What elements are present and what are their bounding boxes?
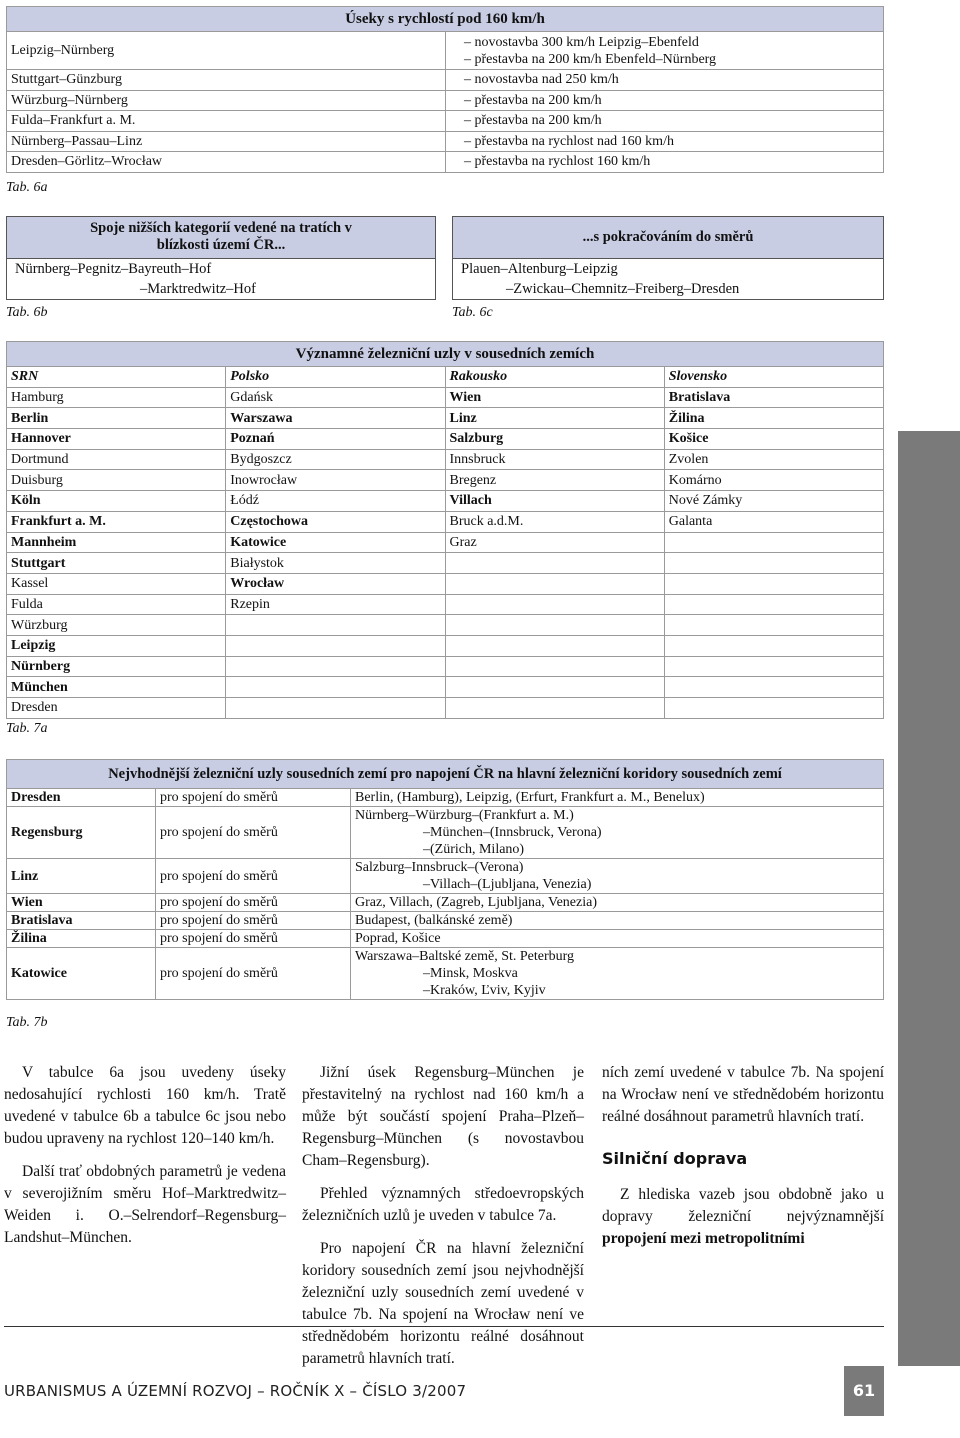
table-6b-line: –Marktredwitz–Hof [140,281,256,297]
paragraph-bold: propojení mezi metropolitními [602,1230,805,1247]
table-row [7,491,884,512]
table-cell: Graz [445,532,664,553]
table-row [7,930,884,948]
connection-cell: pro spojení do směrů [156,948,351,1000]
table-cell: Dresden [7,698,226,719]
node-cell: Regensburg [7,807,156,859]
description-line: – novostavba nad 250 km/h [464,72,619,88]
table-cell: Galanta [664,511,883,532]
table-6c-caption: Tab. 6c [452,305,493,320]
table-row [7,807,884,859]
table-6c-header: ...s pokračováním do směrů [453,217,883,258]
table-cell: Linz [445,408,664,429]
table-6b-header: Spoje nižších kategorií vedené na tratích v blízkosti území ČR... [7,217,435,258]
direction-line: Budapest, (balkánské země) [355,913,513,928]
table-6b [6,216,436,300]
paragraph: Další trať obdobných parametrů je vedena v severojižním směru Hof–Marktredwitz–Weiden i. O.–Selrendorf–Regensburg–Landshut–München. [4,1163,286,1246]
table-row [7,656,884,677]
table-6a-caption: Tab. 6a [6,180,48,195]
column-header: Rakousko [445,367,664,388]
description-cell [446,90,884,111]
table-cell: Innsbruck [445,449,664,470]
table-cell: Stuttgart [7,553,226,574]
connection-cell: pro spojení do směrů [156,930,351,948]
table-cell: Nürnberg [7,656,226,677]
table-cell: Bratislava [664,387,883,408]
table-cell [445,615,664,636]
table-cell: Hannover [7,429,226,450]
direction-line: –Villach–(Ljubljana, Venezia) [423,877,592,892]
table-cell: Rzepin [226,594,445,615]
connection-cell: pro spojení do směrů [156,912,351,930]
table-7a [6,341,884,719]
table-cell [445,677,664,698]
table-cell: Gdańsk [226,387,445,408]
table-cell: Kassel [7,573,226,594]
table-cell: Poznań [226,429,445,450]
page-number: 61 [852,1381,876,1400]
table-cell [664,635,883,656]
route-cell: Dresden–Görlitz–Wrocław [7,152,446,173]
table-row [7,635,884,656]
route-cell: Leipzig–Nürnberg [7,32,446,70]
table-cell: Košice [664,429,883,450]
node-cell: Wien [7,894,156,912]
table-cell: Hamburg [7,387,226,408]
direction-line: Salzburg–Innsbruck–(Verona) [355,860,524,875]
paragraph: Přehled významných středoevropských železničních uzlů je uveden v tabulce 7a. [302,1185,584,1224]
node-cell: Žilina [7,930,156,948]
paragraph: Jižní úsek Regensburg–München je přestavitelný na rychlost nad 160 km/h a může být součástí spojení Praha–Plzeň–Regensburg–München (s novostavbou Cham–Regensburg). [302,1064,584,1169]
table-cell: Wrocław [226,573,445,594]
table-cell: Salzburg [445,429,664,450]
table-6c-line: –Zwickau–Chemnitz–Freiberg–Dresden [506,281,740,297]
table-cell: Duisburg [7,470,226,491]
route-cell: Stuttgart–Günzburg [7,70,446,91]
page-number-box [844,1366,884,1416]
table-row [7,449,884,470]
table-cell [226,615,445,636]
description-cell [446,32,884,70]
connection-cell: pro spojení do směrů [156,894,351,912]
connection-cell: pro spojení do směrů [156,859,351,894]
node-cell: Katowice [7,948,156,1000]
paragraph: Z hlediska vazeb jsou obdobně jako u dopravy železniční nejvýznamnější [602,1186,884,1225]
table-cell: Würzburg [7,615,226,636]
body-column-1 [4,1062,286,1260]
table-cell: Leipzig [7,635,226,656]
table-6a [6,6,884,173]
route-cell: Fulda–Frankfurt a. M. [7,111,446,132]
connection-cell: pro spojení do směrů [156,789,351,807]
section-heading: Silniční doprava [602,1149,748,1168]
table-row [7,698,884,719]
table-row [7,131,884,152]
table-cell: München [7,677,226,698]
table-cell [664,656,883,677]
connection-cell: pro spojení do směrů [156,807,351,859]
table-cell: Bregenz [445,470,664,491]
table-cell: Katowice [226,532,445,553]
table-cell: Dortmund [7,449,226,470]
direction-line: –Minsk, Moskva [423,966,518,981]
node-cell: Linz [7,859,156,894]
table-cell: Wien [445,387,664,408]
description-line: – přestavba na 200 km/h Ebenfeld–Nürnberg [464,51,717,67]
table-cell [445,594,664,615]
column-header: SRN [7,367,226,388]
table-cell [445,635,664,656]
table-6b-line: Nürnberg–Pegnitz–Bayreuth–Hof [15,261,212,277]
node-cell: Dresden [7,789,156,807]
table-row [7,387,884,408]
direction-line: –München–(Innsbruck, Verona) [423,825,602,840]
table-6c [452,216,884,300]
directions-cell [351,859,884,894]
direction-line: Warszawa–Baltské země, St. Peterburg [355,949,575,964]
table-cell: Nové Zámky [664,491,883,512]
table-cell [226,677,445,698]
table-cell: Bydgoszcz [226,449,445,470]
table-row [7,894,884,912]
description-line: – přestavba na 200 km/h [464,113,602,129]
table-cell: Łódź [226,491,445,512]
description-line: – přestavba na 200 km/h [464,92,602,108]
table-row [7,677,884,698]
table-7b-header: Nejvhodnější železniční uzly sousedních zemí pro napojení ČR na hlavní železniční koridory sousedních zemí [7,760,884,789]
table-cell [226,656,445,677]
body-column-3 [602,1062,884,1261]
table-row [7,573,884,594]
table-7b [6,759,884,1000]
description-cell [446,70,884,91]
description-line: – přestavba na rychlost nad 160 km/h [464,133,674,149]
table-cell: Frankfurt a. M. [7,511,226,532]
table-6b-caption: Tab. 6b [6,305,48,320]
directions-cell [351,807,884,859]
table-row [7,789,884,807]
table-cell: Warszawa [226,408,445,429]
table-cell [226,635,445,656]
description-line: – novostavba 300 km/h Leipzig–Ebenfeld [464,34,699,50]
table-row [7,859,884,894]
table-cell: Mannheim [7,532,226,553]
table-cell [664,553,883,574]
directions-cell [351,789,884,807]
table-row [7,948,884,1000]
table-cell [445,553,664,574]
table-cell [445,656,664,677]
direction-line: Graz, Villach, (Zagreb, Ljubljana, Venezia) [355,895,597,910]
table-cell [664,594,883,615]
column-header: Polsko [226,367,445,388]
table-cell: Częstochowa [226,511,445,532]
table-row [7,70,884,91]
description-cell [446,152,884,173]
table-cell [226,698,445,719]
description-cell [446,111,884,132]
table-7b-caption: Tab. 7b [6,1015,48,1030]
table-cell [445,573,664,594]
table-6c-line: Plauen–Altenburg–Leipzig [461,261,618,277]
table-row [7,912,884,930]
table-cell: Białystok [226,553,445,574]
table-cell [664,573,883,594]
table-cell: Fulda [7,594,226,615]
node-cell: Bratislava [7,912,156,930]
directions-cell [351,894,884,912]
table-row [7,429,884,450]
paragraph: V tabulce 6a jsou uvedeny úseky nedosahující rychlosti 160 km/h. Tratě uvedené v tabulce 6b a tabulce 6c jsou nebo budou upraveny na rychlost 120–140 km/h. [4,1064,286,1147]
table-row [7,111,884,132]
table-cell [664,615,883,636]
table-row [7,470,884,491]
directions-cell [351,930,884,948]
table-row [7,532,884,553]
table-row [7,615,884,636]
table-cell [664,677,883,698]
table-cell: Inowrocław [226,470,445,491]
divider [4,1326,884,1327]
body-column-2 [302,1062,584,1367]
table-cell: Žilina [664,408,883,429]
paragraph: Pro napojení ČR na hlavní železniční koridory sousedních zemí jsou nejvhodnější železniční uzly sousedních zemí uvedené v tabulce 7b. Na spojení na Wrocław není ve střednědobém horizontu reálné dosáhnout parametrů hlavních tratí. [302,1240,584,1367]
table-row [7,90,884,111]
table-row [7,408,884,429]
route-cell: Nürnberg–Passau–Linz [7,131,446,152]
direction-line: Poprad, Košice [355,931,441,946]
description-line: – přestavba na rychlost 160 km/h [464,154,651,170]
table-6a-header: Úseky s rychlostí pod 160 km/h [7,7,884,32]
table-row [7,553,884,574]
table-cell [664,532,883,553]
table-cell: Köln [7,491,226,512]
directions-cell [351,912,884,930]
table-cell: Bruck a.d.M. [445,511,664,532]
table-7a-caption: Tab. 7a [6,721,48,736]
direction-line: –Kraków, Ľviv, Kyjiv [423,983,546,998]
column-header: Slovensko [664,367,883,388]
table-cell: Zvolen [664,449,883,470]
table-row [7,152,884,173]
directions-cell [351,948,884,1000]
table-cell: Komárno [664,470,883,491]
table-cell [445,698,664,719]
table-row [7,594,884,615]
table-cell [664,698,883,719]
direction-line: Nürnberg–Würzburg–(Frankfurt a. M.) [355,808,574,823]
paragraph-continuation: ních zemí uvedené v tabulce 7b. Na spojení na Wrocław není ve střednědobém horizontu reálné dosáhnout parametrů hlavních tratí. [602,1064,884,1125]
table-row [7,32,884,70]
direction-line: Berlin, (Hamburg), Leipzig, (Erfurt, Frankfurt a. M., Benelux) [355,790,705,805]
table-row [7,511,884,532]
running-footer: URBANISMUS A ÚZEMNÍ ROZVOJ – ROČNÍK X – ČÍSLO 3/2007 [4,1382,467,1400]
table-7a-header: Významné železniční uzly v sousedních zemích [7,342,884,367]
table-cell: Berlin [7,408,226,429]
direction-line: –(Zürich, Milano) [423,842,525,857]
route-cell: Würzburg–Nürnberg [7,90,446,111]
table-cell: Villach [445,491,664,512]
page-edge-bar [898,431,960,1366]
description-cell [446,131,884,152]
